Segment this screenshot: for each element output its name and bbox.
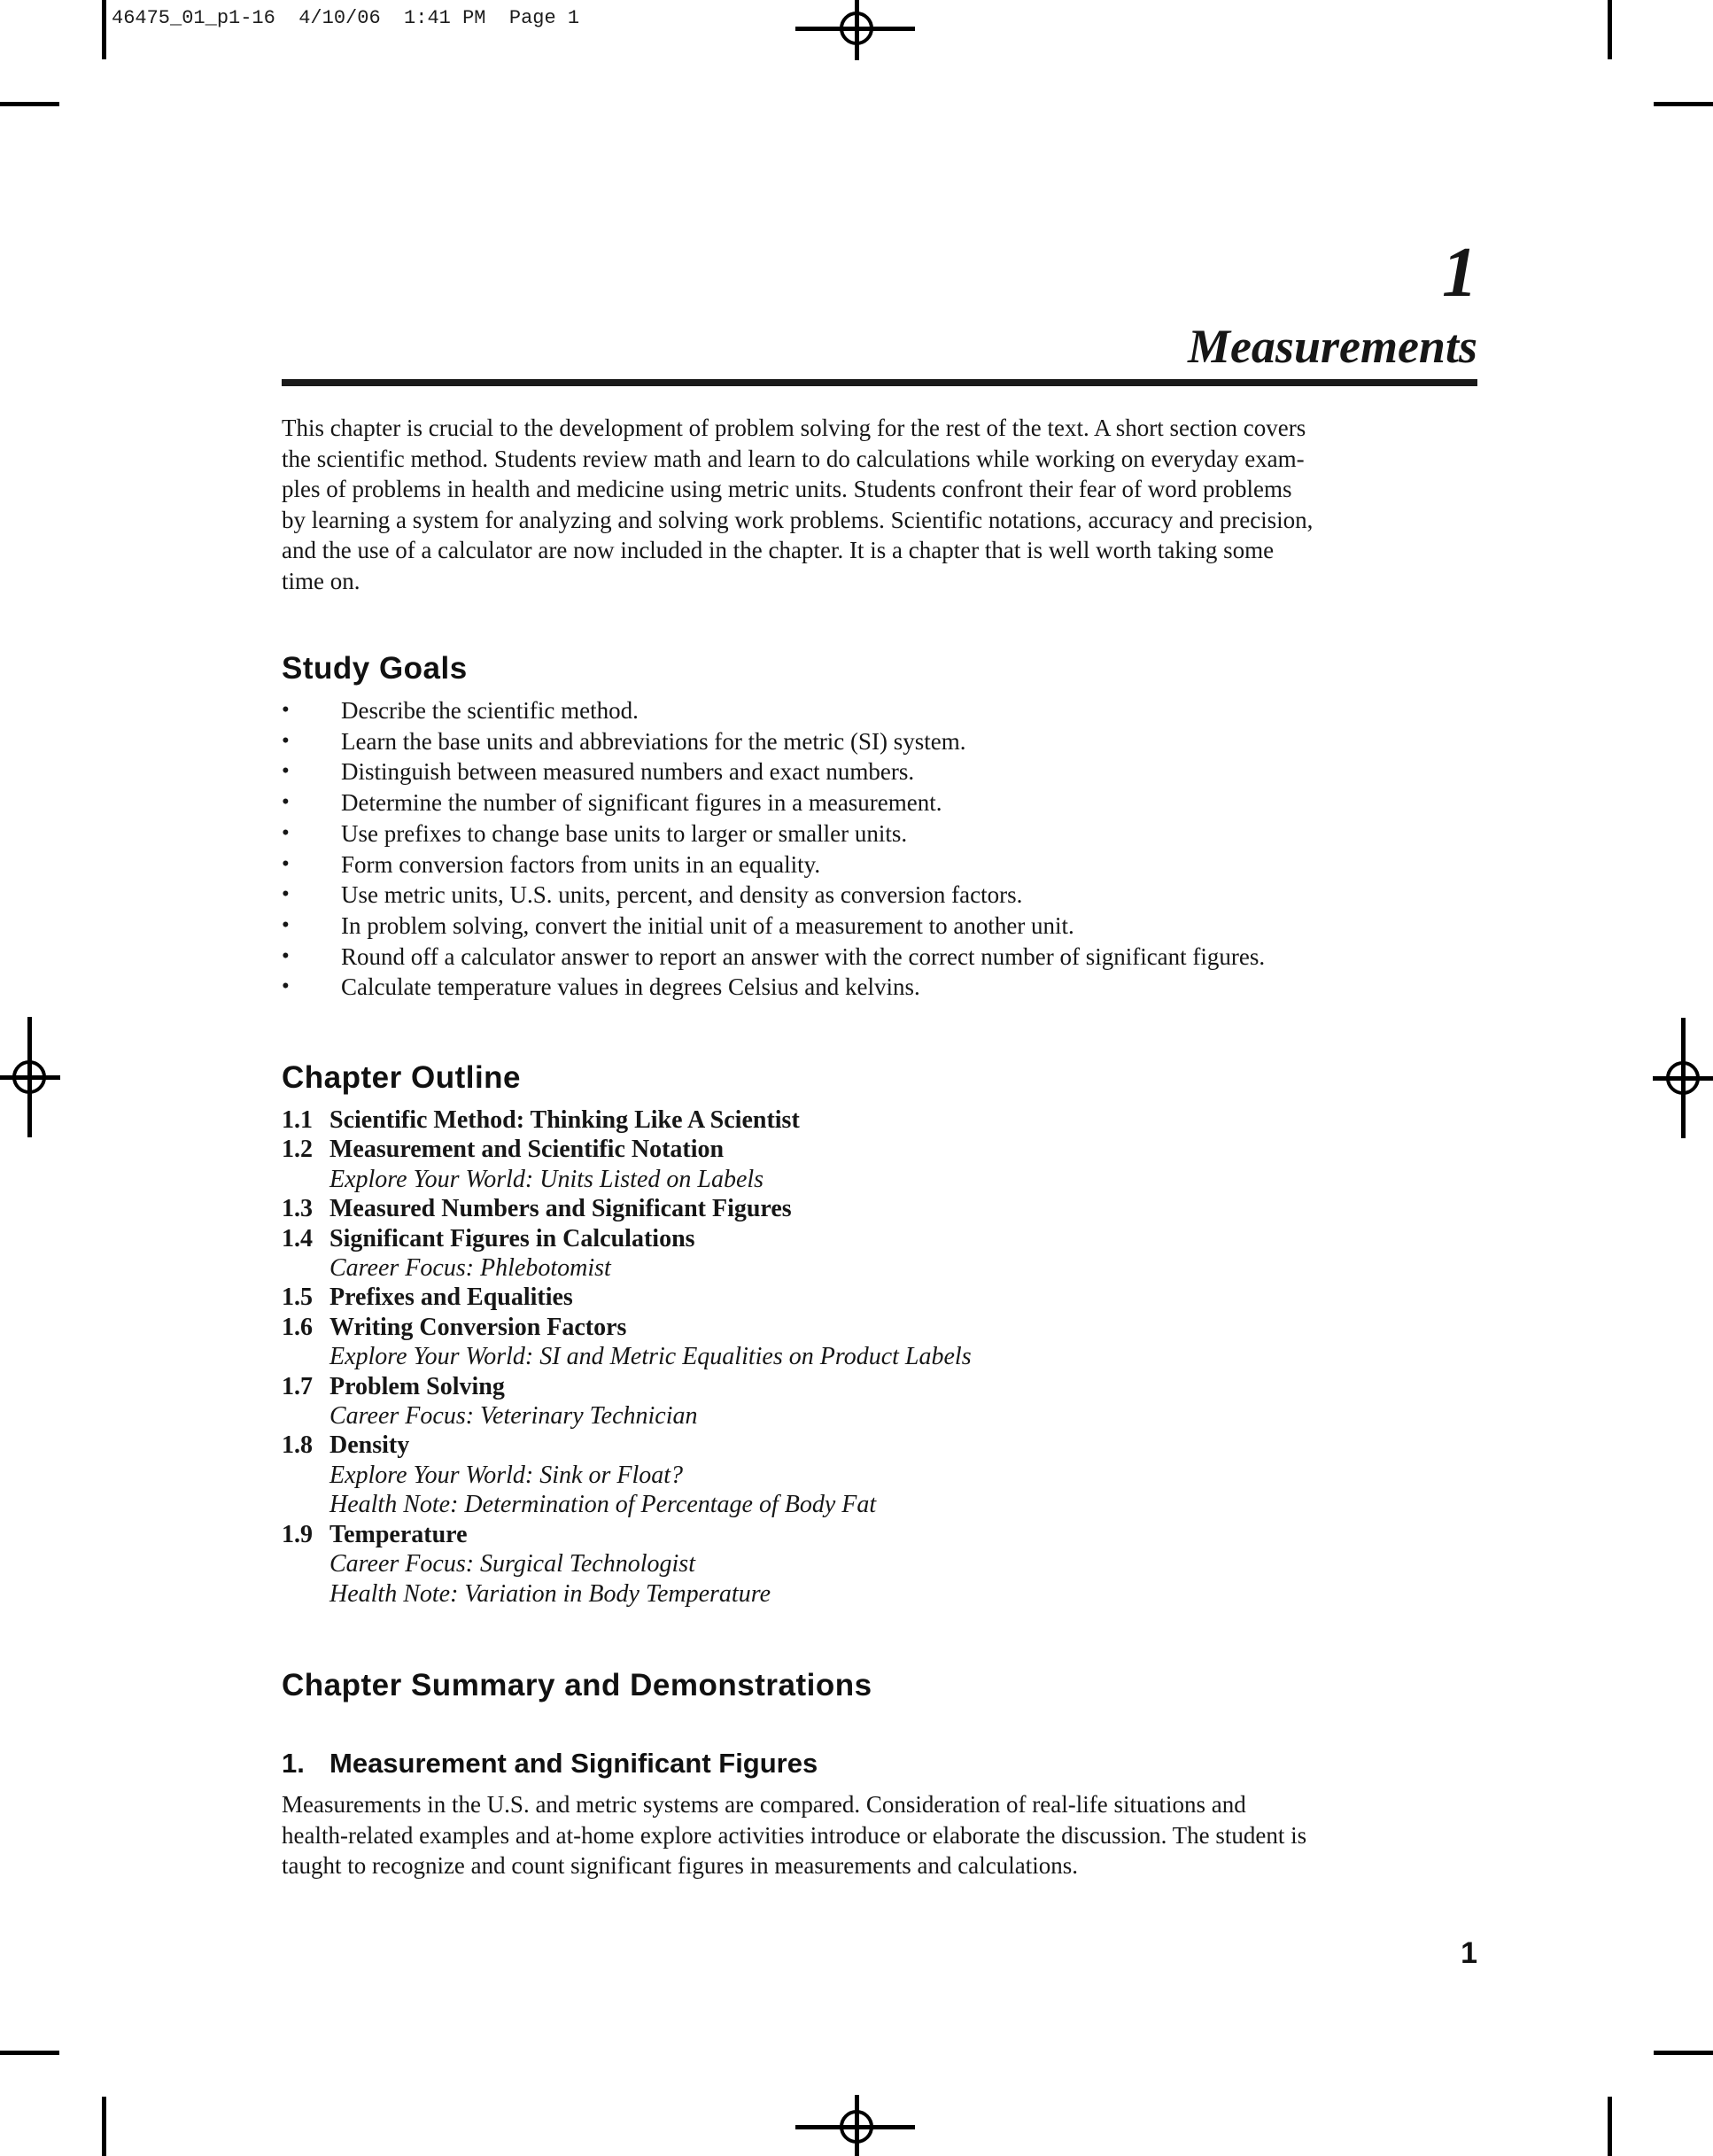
- outline-number: 1.9: [282, 1520, 313, 1548]
- bullet-icon: •: [282, 820, 290, 845]
- outline-number: 1.3: [282, 1195, 313, 1223]
- crop-mark-bottom-left-vertical: [102, 2097, 106, 2156]
- study-goal-item: [282, 942, 1479, 973]
- chapter-summary-heading: Chapter Summary and Demonstrations: [282, 1668, 872, 1702]
- outline-entry: [282, 1431, 1479, 1460]
- outline-entry: [282, 1401, 1479, 1431]
- outline-subtitle: Health Note: Variation in Body Temperature: [329, 1579, 771, 1608]
- section-1-line: taught to recognize and count significant figures in measurements and calculations.: [282, 1852, 1078, 1880]
- study-goal-text: Use metric units, U.S. units, percent, and density as conversion factors.: [341, 881, 1023, 909]
- intro-paragraph: [282, 413, 1479, 597]
- intro-line: This chapter is crucial to the development of problem solving for the rest of the text. A short section covers: [282, 415, 1306, 441]
- outline-entry: [282, 1313, 1479, 1342]
- study-goal-item: [282, 787, 1479, 818]
- study-goal-text: Use prefixes to change base units to larger or smaller units.: [341, 819, 908, 847]
- outline-entry: [282, 1549, 1479, 1578]
- outline-entry: [282, 1105, 1479, 1135]
- outline-subtitle: Career Focus: Phlebotomist: [329, 1254, 611, 1283]
- chapter-outline-list: [282, 1105, 1479, 1609]
- study-goals-list: [282, 695, 1479, 1003]
- outline-entry: [282, 1253, 1479, 1283]
- outline-subtitle: Explore Your World: Sink or Float?: [329, 1461, 684, 1489]
- outline-subtitle: Health Note: Determination of Percentage of Body Fat: [329, 1491, 877, 1519]
- section-1-number: 1.: [282, 1748, 305, 1779]
- study-goal-item: [282, 972, 1479, 1003]
- bullet-icon: •: [282, 759, 290, 784]
- study-goal-item: [282, 726, 1479, 757]
- study-goal-item: [282, 695, 1479, 726]
- study-goal-text: Describe the scientific method.: [341, 697, 639, 724]
- intro-line: ples of problems in health and medicine using metric units. Students confront their fear of word problems: [282, 476, 1292, 503]
- study-goal-text: In problem solving, convert the initial unit of a measurement to another unit.: [341, 911, 1074, 939]
- intro-line: and the use of a calculator are now included in the chapter. It is a chapter that is well worth taking some: [282, 537, 1275, 564]
- crop-mark-top-right-vertical: [1608, 0, 1612, 59]
- outline-number: 1.8: [282, 1431, 313, 1460]
- study-goal-item: [282, 849, 1479, 880]
- bullet-icon: •: [282, 882, 290, 907]
- outline-title: Measured Numbers and Significant Figures: [329, 1195, 792, 1223]
- chapter-title: Measurements: [1187, 320, 1477, 373]
- outline-subtitle: Career Focus: Surgical Technologist: [329, 1550, 695, 1578]
- bullet-icon: •: [282, 728, 290, 753]
- outline-number: 1.5: [282, 1284, 313, 1312]
- outline-subtitle: Explore Your World: SI and Metric Equalities on Product Labels: [329, 1343, 972, 1371]
- outline-subtitle: Explore Your World: Units Listed on Labels: [329, 1165, 764, 1193]
- outline-subtitle: Career Focus: Veterinary Technician: [329, 1402, 698, 1431]
- outline-title: Prefixes and Equalities: [329, 1284, 573, 1312]
- study-goal-text: Calculate temperature values in degrees Celsius and kelvins.: [341, 973, 920, 1001]
- chapter-outline-heading: Chapter Outline: [282, 1060, 522, 1095]
- study-goal-item: [282, 880, 1479, 911]
- intro-line: by learning a system for analyzing and solving work problems. Scientific notations, accuracy and precision,: [282, 506, 1314, 533]
- section-1-line: health-related examples and at-home explore activities introduce or elaborate the discussion. The student is: [282, 1821, 1307, 1849]
- outline-title: Temperature: [329, 1520, 468, 1548]
- outline-number: 1.4: [282, 1224, 313, 1252]
- outline-title: Writing Conversion Factors: [329, 1313, 627, 1341]
- bullet-icon: •: [282, 851, 290, 876]
- outline-entry: [282, 1520, 1479, 1549]
- chapter-number: 1: [1442, 234, 1477, 312]
- outline-entry: [282, 1490, 1479, 1519]
- bullet-icon: •: [282, 974, 290, 999]
- section-1-heading: [282, 1749, 818, 1779]
- crop-mark-bottom-right-vertical: [1608, 2097, 1612, 2156]
- outline-entry: [282, 1461, 1479, 1490]
- bullet-icon: •: [282, 698, 290, 722]
- intro-line: the scientific method. Students review math and learn to do calculations while working on everyday exam-: [282, 445, 1305, 472]
- outline-title: Problem Solving: [329, 1372, 505, 1400]
- crop-mark-top-left-horizontal: [0, 102, 59, 106]
- section-1-paragraph: [282, 1789, 1479, 1881]
- outline-entry: [282, 1224, 1479, 1253]
- outline-number: 1.2: [282, 1136, 313, 1164]
- study-goals-heading: Study Goals: [282, 651, 468, 686]
- outline-number: 1.6: [282, 1313, 313, 1341]
- title-rule: [282, 379, 1477, 386]
- study-goal-text: Distinguish between measured numbers and exact numbers.: [341, 758, 915, 786]
- crop-mark-top-right-horizontal: [1654, 102, 1713, 106]
- study-goal-item: [282, 818, 1479, 849]
- section-1-line: Measurements in the U.S. and metric systems are compared. Consideration of real-life situations and: [282, 1791, 1246, 1818]
- outline-entry: [282, 1165, 1479, 1194]
- page-number: 1: [1461, 1936, 1477, 1970]
- study-goal-item: [282, 756, 1479, 787]
- bullet-icon: •: [282, 790, 290, 815]
- intro-line: time on.: [282, 567, 360, 594]
- print-slug: 46475_01_p1-16 4/10/06 1:41 PM Page 1: [112, 7, 580, 29]
- crop-mark-bottom-right-horizontal: [1654, 2051, 1713, 2055]
- outline-title: Density: [329, 1431, 410, 1460]
- section-1-title: Measurement and Significant Figures: [329, 1748, 818, 1779]
- outline-number: 1.7: [282, 1372, 313, 1400]
- bullet-icon: •: [282, 912, 290, 937]
- outline-title: Significant Figures in Calculations: [329, 1224, 695, 1252]
- outline-title: Measurement and Scientific Notation: [329, 1136, 725, 1164]
- outline-entry: [282, 1135, 1479, 1164]
- outline-entry: [282, 1283, 1479, 1312]
- study-goal-text: Round off a calculator answer to report an answer with the correct number of significant figures.: [341, 942, 1266, 970]
- study-goal-item: [282, 911, 1479, 942]
- study-goal-text: Form conversion factors from units in an equality.: [341, 850, 821, 878]
- crop-mark-bottom-left-horizontal: [0, 2051, 59, 2055]
- outline-entry: [282, 1579, 1479, 1609]
- outline-number: 1.1: [282, 1106, 313, 1134]
- outline-title: Scientific Method: Thinking Like A Scientist: [329, 1106, 800, 1134]
- outline-entry: [282, 1194, 1479, 1223]
- outline-entry: [282, 1372, 1479, 1401]
- outline-entry: [282, 1342, 1479, 1371]
- study-goal-text: Determine the number of significant figures in a measurement.: [341, 789, 942, 817]
- crop-mark-top-left-vertical: [102, 0, 106, 59]
- bullet-icon: •: [282, 943, 290, 968]
- study-goal-text: Learn the base units and abbreviations for the metric (SI) system.: [341, 727, 966, 755]
